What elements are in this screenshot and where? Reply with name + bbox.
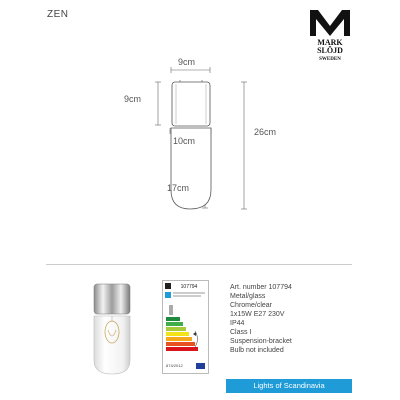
energy-label-graphic	[163, 281, 208, 373]
dim-total-height: 26cm	[254, 127, 277, 137]
energy-label	[162, 280, 209, 374]
section-divider	[46, 264, 352, 265]
dim-body-width: 10cm	[173, 136, 196, 146]
spec-item: Class I	[230, 329, 252, 336]
lamp-base-outline	[172, 82, 210, 126]
spec-item: Suspension-bracket	[230, 338, 292, 345]
dim-bottom-height: 17cm	[167, 183, 190, 193]
spec-item: Bulb not included	[230, 347, 284, 354]
spec-item: Chrome/clear	[230, 302, 273, 309]
spec-item: IP44	[230, 320, 245, 327]
spec-list	[230, 283, 292, 355]
brand-line-4: SWEDEN	[319, 57, 341, 62]
energy-label-footer: 874/2012	[166, 363, 183, 368]
dim-top-width: 9cm	[178, 57, 196, 67]
dim-top-height: 9cm	[124, 94, 142, 104]
product-title: ZEN	[47, 9, 69, 20]
footer-tagline: Lights of Scandinavia	[226, 379, 352, 393]
product-photo	[88, 282, 136, 378]
spec-item: Metal/glass	[230, 293, 266, 300]
brand-line-3: SLÖJD	[317, 46, 343, 55]
brand-line-2: MARK	[317, 38, 343, 47]
energy-label-code: 107794	[180, 284, 198, 290]
spec-item: 1x15W E27 230V	[230, 311, 285, 318]
spec-item: Art. number 107794	[230, 284, 292, 291]
